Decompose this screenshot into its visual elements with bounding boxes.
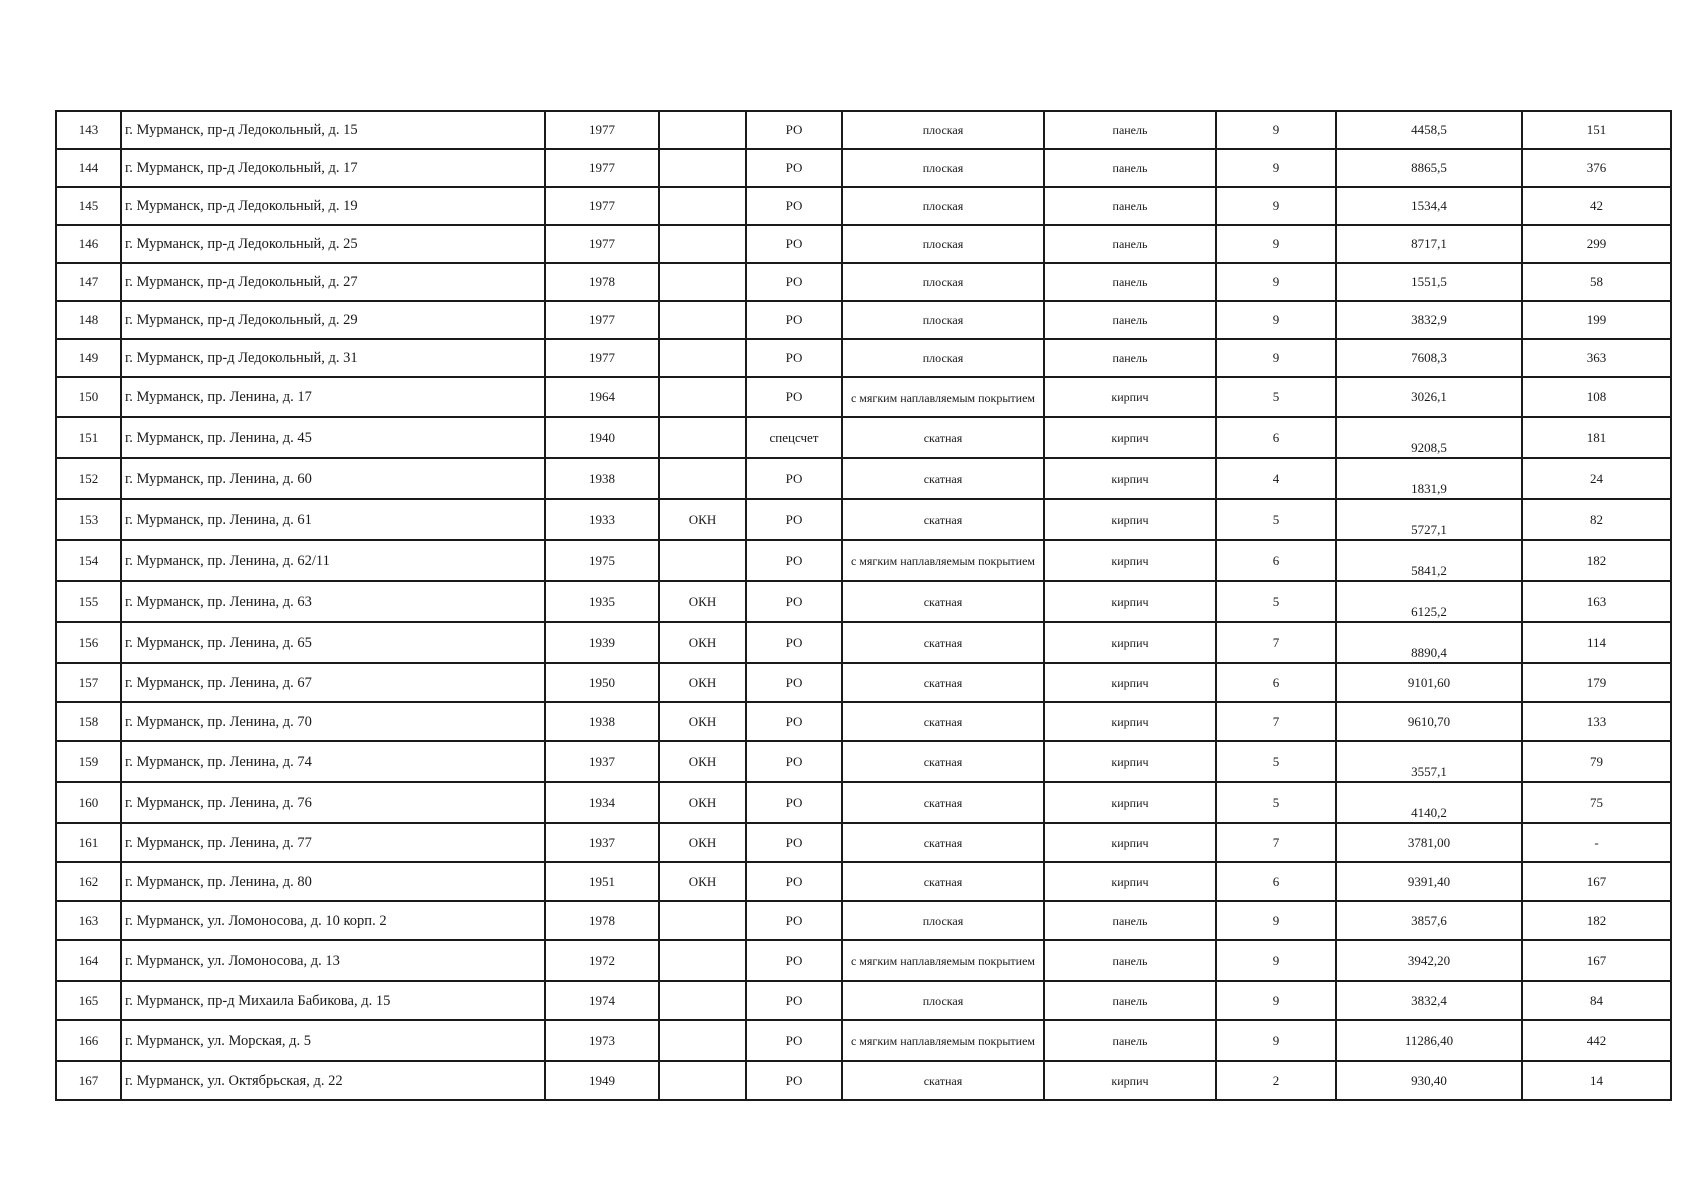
residents-cell: 75	[1522, 782, 1671, 823]
floors-cell: 7	[1216, 622, 1336, 663]
floors-cell: 5	[1216, 741, 1336, 782]
wall-material-cell: кирпич	[1044, 417, 1216, 458]
area-cell: 5841,2	[1336, 540, 1522, 581]
area-cell: 1831,9	[1336, 458, 1522, 499]
year-built-cell: 1977	[545, 111, 659, 149]
roof-type-cell: скатная	[842, 581, 1044, 622]
roof-type-cell: скатная	[842, 499, 1044, 540]
wall-material-cell: кирпич	[1044, 1061, 1216, 1100]
row-number-cell: 150	[56, 377, 121, 417]
wall-material-cell: панель	[1044, 225, 1216, 263]
heritage-status-cell: ОКН	[659, 499, 746, 540]
year-built-cell: 1977	[545, 339, 659, 377]
year-built-cell: 1977	[545, 301, 659, 339]
area-cell: 7608,3	[1336, 339, 1522, 377]
roof-type-cell: плоская	[842, 339, 1044, 377]
area-cell: 930,40	[1336, 1061, 1522, 1100]
residents-cell: 376	[1522, 149, 1671, 187]
wall-material-cell: кирпич	[1044, 741, 1216, 782]
heritage-status-cell	[659, 225, 746, 263]
table-row	[56, 622, 1671, 663]
table-row	[56, 862, 1671, 901]
heritage-status-cell: ОКН	[659, 622, 746, 663]
fund-method-cell: РО	[746, 901, 842, 940]
roof-type-cell: скатная	[842, 622, 1044, 663]
floors-cell: 6	[1216, 663, 1336, 702]
roof-type-cell: скатная	[842, 458, 1044, 499]
area-cell: 8865,5	[1336, 149, 1522, 187]
fund-method-cell: РО	[746, 862, 842, 901]
area-cell: 11286,40	[1336, 1020, 1522, 1061]
table-row	[56, 1061, 1671, 1100]
roof-type-cell: скатная	[842, 663, 1044, 702]
area-cell: 5727,1	[1336, 499, 1522, 540]
row-number-cell: 156	[56, 622, 121, 663]
roof-type-cell: плоская	[842, 981, 1044, 1020]
wall-material-cell: кирпич	[1044, 581, 1216, 622]
wall-material-cell: кирпич	[1044, 540, 1216, 581]
wall-material-cell: кирпич	[1044, 823, 1216, 862]
address-cell: г. Мурманск, пр. Ленина, д. 60	[121, 458, 545, 499]
floors-cell: 5	[1216, 499, 1336, 540]
wall-material-cell: панель	[1044, 301, 1216, 339]
fund-method-cell: РО	[746, 111, 842, 149]
heritage-status-cell	[659, 263, 746, 301]
wall-material-cell: панель	[1044, 339, 1216, 377]
table-row	[56, 981, 1671, 1020]
fund-method-cell: РО	[746, 458, 842, 499]
address-cell: г. Мурманск, пр. Ленина, д. 80	[121, 862, 545, 901]
wall-material-cell: кирпич	[1044, 499, 1216, 540]
fund-method-cell: РО	[746, 301, 842, 339]
heritage-status-cell	[659, 1061, 746, 1100]
fund-method-cell: РО	[746, 823, 842, 862]
table-row	[56, 187, 1671, 225]
roof-type-cell: с мягким наплавляемым покрытием	[842, 1020, 1044, 1061]
row-number-cell: 154	[56, 540, 121, 581]
residents-cell: 82	[1522, 499, 1671, 540]
row-number-cell: 158	[56, 702, 121, 741]
roof-type-cell: плоская	[842, 301, 1044, 339]
table-row	[56, 540, 1671, 581]
residents-cell: 179	[1522, 663, 1671, 702]
year-built-cell: 1973	[545, 1020, 659, 1061]
residents-cell: 299	[1522, 225, 1671, 263]
wall-material-cell: панель	[1044, 187, 1216, 225]
fund-method-cell: РО	[746, 581, 842, 622]
heritage-status-cell: ОКН	[659, 823, 746, 862]
year-built-cell: 1950	[545, 663, 659, 702]
heritage-status-cell	[659, 149, 746, 187]
address-cell: г. Мурманск, пр-д Ледокольный, д. 17	[121, 149, 545, 187]
row-number-cell: 157	[56, 663, 121, 702]
wall-material-cell: кирпич	[1044, 622, 1216, 663]
address-cell: г. Мурманск, ул. Морская, д. 5	[121, 1020, 545, 1061]
floors-cell: 9	[1216, 149, 1336, 187]
floors-cell: 9	[1216, 301, 1336, 339]
floors-cell: 9	[1216, 981, 1336, 1020]
area-cell: 1534,4	[1336, 187, 1522, 225]
heritage-status-cell	[659, 111, 746, 149]
heritage-status-cell	[659, 417, 746, 458]
wall-material-cell: панель	[1044, 940, 1216, 981]
address-cell: г. Мурманск, пр-д Ледокольный, д. 27	[121, 263, 545, 301]
residents-cell: 167	[1522, 940, 1671, 981]
roof-type-cell: плоская	[842, 187, 1044, 225]
fund-method-cell: РО	[746, 339, 842, 377]
residents-cell: 182	[1522, 540, 1671, 581]
fund-method-cell: РО	[746, 187, 842, 225]
heritage-status-cell: ОКН	[659, 581, 746, 622]
wall-material-cell: панель	[1044, 981, 1216, 1020]
heritage-status-cell	[659, 981, 746, 1020]
fund-method-cell: РО	[746, 981, 842, 1020]
heritage-status-cell: ОКН	[659, 741, 746, 782]
residents-cell: 167	[1522, 862, 1671, 901]
row-number-cell: 146	[56, 225, 121, 263]
row-number-cell: 160	[56, 782, 121, 823]
housing-registry-table	[55, 110, 1672, 1101]
area-cell: 3942,20	[1336, 940, 1522, 981]
heritage-status-cell: ОКН	[659, 663, 746, 702]
wall-material-cell: кирпич	[1044, 702, 1216, 741]
row-number-cell: 161	[56, 823, 121, 862]
heritage-status-cell	[659, 458, 746, 499]
row-number-cell: 152	[56, 458, 121, 499]
address-cell: г. Мурманск, пр-д Михаила Бабикова, д. 15	[121, 981, 545, 1020]
residents-cell: 442	[1522, 1020, 1671, 1061]
fund-method-cell: РО	[746, 622, 842, 663]
year-built-cell: 1939	[545, 622, 659, 663]
area-cell: 9610,70	[1336, 702, 1522, 741]
table-row	[56, 225, 1671, 263]
residents-cell: 133	[1522, 702, 1671, 741]
address-cell: г. Мурманск, пр-д Ледокольный, д. 31	[121, 339, 545, 377]
address-cell: г. Мурманск, пр. Ленина, д. 70	[121, 702, 545, 741]
residents-cell: 42	[1522, 187, 1671, 225]
table-row	[56, 702, 1671, 741]
roof-type-cell: скатная	[842, 1061, 1044, 1100]
roof-type-cell: плоская	[842, 111, 1044, 149]
table-row	[56, 339, 1671, 377]
residents-cell: 182	[1522, 901, 1671, 940]
area-cell: 3832,9	[1336, 301, 1522, 339]
address-cell: г. Мурманск, пр. Ленина, д. 67	[121, 663, 545, 702]
fund-method-cell: РО	[746, 1020, 842, 1061]
address-cell: г. Мурманск, пр-д Ледокольный, д. 25	[121, 225, 545, 263]
residents-cell: 24	[1522, 458, 1671, 499]
address-cell: г. Мурманск, пр-д Ледокольный, д. 15	[121, 111, 545, 149]
area-cell: 3557,1	[1336, 741, 1522, 782]
row-number-cell: 162	[56, 862, 121, 901]
year-built-cell: 1940	[545, 417, 659, 458]
table-row	[56, 301, 1671, 339]
floors-cell: 5	[1216, 782, 1336, 823]
table-row	[56, 823, 1671, 862]
row-number-cell: 145	[56, 187, 121, 225]
residents-cell: 363	[1522, 339, 1671, 377]
year-built-cell: 1938	[545, 458, 659, 499]
heritage-status-cell: ОКН	[659, 702, 746, 741]
fund-method-cell: РО	[746, 741, 842, 782]
residents-cell: 163	[1522, 581, 1671, 622]
row-number-cell: 167	[56, 1061, 121, 1100]
address-cell: г. Мурманск, пр-д Ледокольный, д. 19	[121, 187, 545, 225]
table-row	[56, 901, 1671, 940]
address-cell: г. Мурманск, пр. Ленина, д. 17	[121, 377, 545, 417]
fund-method-cell: РО	[746, 940, 842, 981]
address-cell: г. Мурманск, пр-д Ледокольный, д. 29	[121, 301, 545, 339]
heritage-status-cell: ОКН	[659, 782, 746, 823]
table-row	[56, 782, 1671, 823]
year-built-cell: 1978	[545, 263, 659, 301]
area-cell: 3857,6	[1336, 901, 1522, 940]
address-cell: г. Мурманск, ул. Ломоносова, д. 13	[121, 940, 545, 981]
residents-cell: 114	[1522, 622, 1671, 663]
wall-material-cell: кирпич	[1044, 782, 1216, 823]
roof-type-cell: с мягким наплавляемым покрытием	[842, 940, 1044, 981]
table-row	[56, 499, 1671, 540]
fund-method-cell: спецсчет	[746, 417, 842, 458]
residents-cell: 151	[1522, 111, 1671, 149]
wall-material-cell: кирпич	[1044, 458, 1216, 499]
residents-cell: 181	[1522, 417, 1671, 458]
roof-type-cell: скатная	[842, 862, 1044, 901]
residents-cell: 79	[1522, 741, 1671, 782]
heritage-status-cell	[659, 301, 746, 339]
area-cell: 3832,4	[1336, 981, 1522, 1020]
fund-method-cell: РО	[746, 377, 842, 417]
floors-cell: 4	[1216, 458, 1336, 499]
fund-method-cell: РО	[746, 149, 842, 187]
table-row	[56, 263, 1671, 301]
residents-cell: 199	[1522, 301, 1671, 339]
year-built-cell: 1935	[545, 581, 659, 622]
address-cell: г. Мурманск, пр. Ленина, д. 74	[121, 741, 545, 782]
floors-cell: 6	[1216, 417, 1336, 458]
wall-material-cell: кирпич	[1044, 663, 1216, 702]
roof-type-cell: скатная	[842, 741, 1044, 782]
row-number-cell: 144	[56, 149, 121, 187]
address-cell: г. Мурманск, пр. Ленина, д. 63	[121, 581, 545, 622]
residents-cell: 108	[1522, 377, 1671, 417]
heritage-status-cell	[659, 901, 746, 940]
wall-material-cell: панель	[1044, 1020, 1216, 1061]
year-built-cell: 1978	[545, 901, 659, 940]
fund-method-cell: РО	[746, 782, 842, 823]
fund-method-cell: РО	[746, 225, 842, 263]
year-built-cell: 1974	[545, 981, 659, 1020]
residents-cell: 84	[1522, 981, 1671, 1020]
area-cell: 4140,2	[1336, 782, 1522, 823]
floors-cell: 9	[1216, 111, 1336, 149]
row-number-cell: 151	[56, 417, 121, 458]
table-row	[56, 663, 1671, 702]
table-row	[56, 417, 1671, 458]
area-cell: 8717,1	[1336, 225, 1522, 263]
table-row	[56, 111, 1671, 149]
heritage-status-cell: ОКН	[659, 862, 746, 901]
row-number-cell: 147	[56, 263, 121, 301]
roof-type-cell: с мягким наплавляемым покрытием	[842, 540, 1044, 581]
address-cell: г. Мурманск, пр. Ленина, д. 45	[121, 417, 545, 458]
address-cell: г. Мурманск, пр. Ленина, д. 77	[121, 823, 545, 862]
roof-type-cell: плоская	[842, 149, 1044, 187]
row-number-cell: 143	[56, 111, 121, 149]
year-built-cell: 1977	[545, 187, 659, 225]
fund-method-cell: РО	[746, 702, 842, 741]
heritage-status-cell	[659, 377, 746, 417]
roof-type-cell: плоская	[842, 263, 1044, 301]
year-built-cell: 1977	[545, 225, 659, 263]
row-number-cell: 164	[56, 940, 121, 981]
table-row	[56, 940, 1671, 981]
floors-cell: 7	[1216, 823, 1336, 862]
fund-method-cell: РО	[746, 663, 842, 702]
year-built-cell: 1933	[545, 499, 659, 540]
address-cell: г. Мурманск, пр. Ленина, д. 76	[121, 782, 545, 823]
roof-type-cell: скатная	[842, 782, 1044, 823]
address-cell: г. Мурманск, ул. Ломоносова, д. 10 корп. 2	[121, 901, 545, 940]
floors-cell: 9	[1216, 901, 1336, 940]
fund-method-cell: РО	[746, 499, 842, 540]
year-built-cell: 1964	[545, 377, 659, 417]
table-row	[56, 149, 1671, 187]
registry-body	[56, 111, 1671, 1100]
area-cell: 1551,5	[1336, 263, 1522, 301]
year-built-cell: 1938	[545, 702, 659, 741]
floors-cell: 5	[1216, 377, 1336, 417]
row-number-cell: 153	[56, 499, 121, 540]
year-built-cell: 1951	[545, 862, 659, 901]
wall-material-cell: панель	[1044, 901, 1216, 940]
heritage-status-cell	[659, 540, 746, 581]
fund-method-cell: РО	[746, 540, 842, 581]
row-number-cell: 166	[56, 1020, 121, 1061]
heritage-status-cell	[659, 1020, 746, 1061]
roof-type-cell: скатная	[842, 823, 1044, 862]
area-cell: 4458,5	[1336, 111, 1522, 149]
area-cell: 9208,5	[1336, 417, 1522, 458]
roof-type-cell: скатная	[842, 702, 1044, 741]
residents-cell: 58	[1522, 263, 1671, 301]
row-number-cell: 149	[56, 339, 121, 377]
year-built-cell: 1949	[545, 1061, 659, 1100]
heritage-status-cell	[659, 940, 746, 981]
area-cell: 3781,00	[1336, 823, 1522, 862]
floors-cell: 5	[1216, 581, 1336, 622]
residents-cell: 14	[1522, 1061, 1671, 1100]
floors-cell: 9	[1216, 225, 1336, 263]
roof-type-cell: с мягким наплавляемым покрытием	[842, 377, 1044, 417]
fund-method-cell: РО	[746, 1061, 842, 1100]
address-cell: г. Мурманск, пр. Ленина, д. 65	[121, 622, 545, 663]
floors-cell: 9	[1216, 263, 1336, 301]
floors-cell: 6	[1216, 862, 1336, 901]
residents-cell: -	[1522, 823, 1671, 862]
row-number-cell: 155	[56, 581, 121, 622]
roof-type-cell: скатная	[842, 417, 1044, 458]
roof-type-cell: плоская	[842, 225, 1044, 263]
floors-cell: 9	[1216, 940, 1336, 981]
wall-material-cell: панель	[1044, 263, 1216, 301]
year-built-cell: 1937	[545, 823, 659, 862]
area-cell: 9391,40	[1336, 862, 1522, 901]
area-cell: 6125,2	[1336, 581, 1522, 622]
row-number-cell: 165	[56, 981, 121, 1020]
year-built-cell: 1972	[545, 940, 659, 981]
floors-cell: 2	[1216, 1061, 1336, 1100]
row-number-cell: 159	[56, 741, 121, 782]
floors-cell: 6	[1216, 540, 1336, 581]
area-cell: 8890,4	[1336, 622, 1522, 663]
floors-cell: 7	[1216, 702, 1336, 741]
area-cell: 9101,60	[1336, 663, 1522, 702]
table-row	[56, 1020, 1671, 1061]
year-built-cell: 1975	[545, 540, 659, 581]
address-cell: г. Мурманск, ул. Октябрьская, д. 22	[121, 1061, 545, 1100]
address-cell: г. Мурманск, пр. Ленина, д. 61	[121, 499, 545, 540]
wall-material-cell: панель	[1044, 111, 1216, 149]
wall-material-cell: кирпич	[1044, 862, 1216, 901]
table-row	[56, 741, 1671, 782]
roof-type-cell: плоская	[842, 901, 1044, 940]
floors-cell: 9	[1216, 187, 1336, 225]
floors-cell: 9	[1216, 1020, 1336, 1061]
row-number-cell: 163	[56, 901, 121, 940]
table-row	[56, 377, 1671, 417]
row-number-cell: 148	[56, 301, 121, 339]
address-cell: г. Мурманск, пр. Ленина, д. 62/11	[121, 540, 545, 581]
table-row	[56, 581, 1671, 622]
heritage-status-cell	[659, 187, 746, 225]
year-built-cell: 1934	[545, 782, 659, 823]
fund-method-cell: РО	[746, 263, 842, 301]
wall-material-cell: кирпич	[1044, 377, 1216, 417]
heritage-status-cell	[659, 339, 746, 377]
year-built-cell: 1937	[545, 741, 659, 782]
wall-material-cell: панель	[1044, 149, 1216, 187]
table-row	[56, 458, 1671, 499]
floors-cell: 9	[1216, 339, 1336, 377]
year-built-cell: 1977	[545, 149, 659, 187]
area-cell: 3026,1	[1336, 377, 1522, 417]
